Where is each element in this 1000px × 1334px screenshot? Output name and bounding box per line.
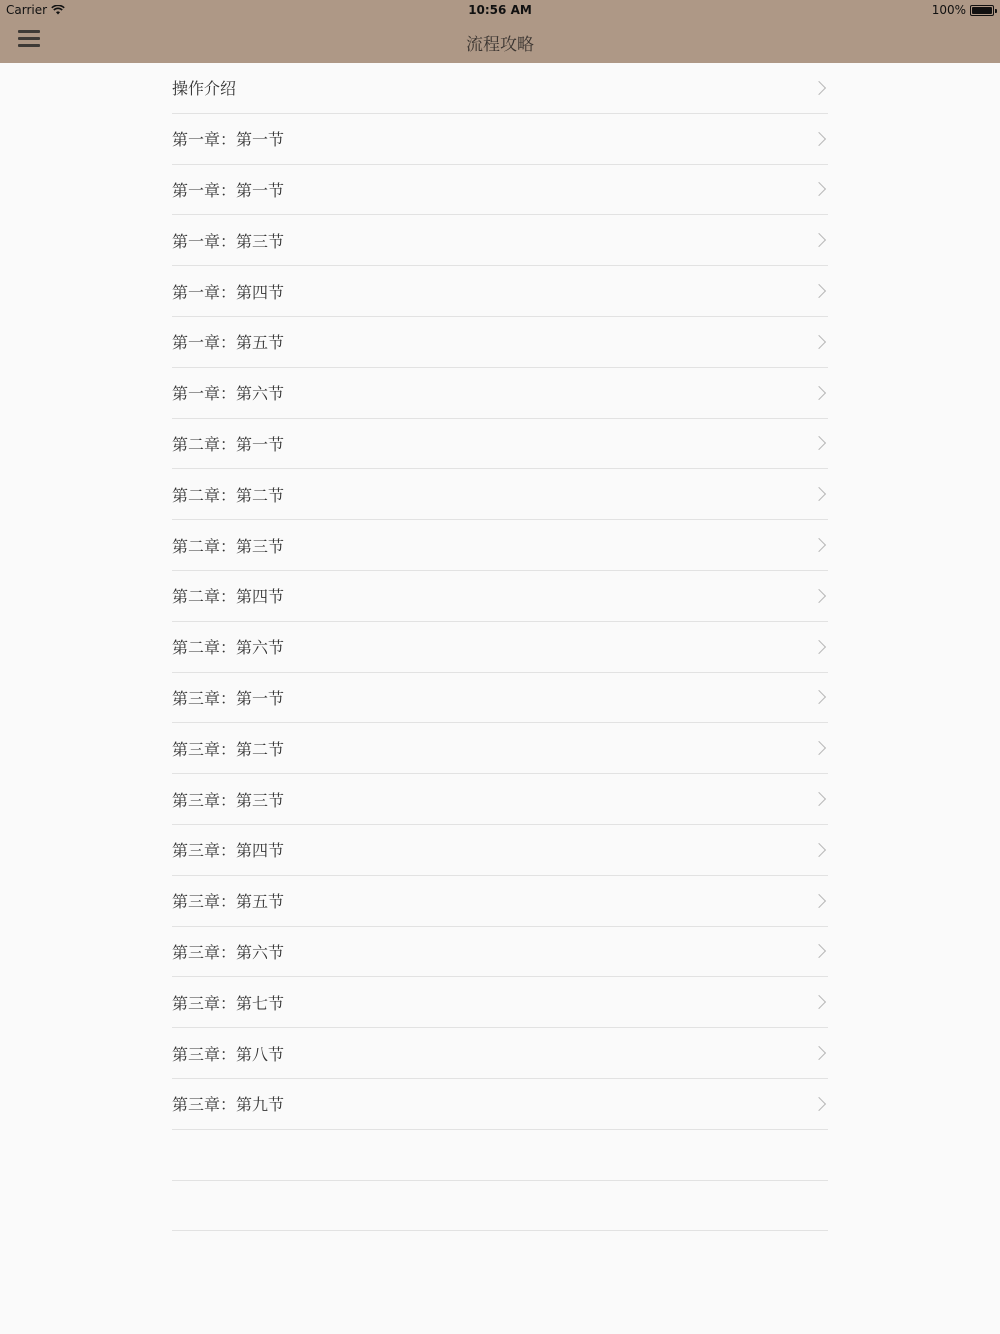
list-item[interactable] — [172, 977, 828, 1028]
chevron-right-icon — [812, 284, 826, 298]
list-item[interactable] — [172, 1079, 828, 1130]
battery-icon — [970, 5, 994, 16]
chevron-right-icon — [812, 894, 826, 908]
list-item-label: 第三章：第四节 — [172, 841, 285, 861]
chevron-right-icon — [812, 741, 826, 755]
chevron-right-icon — [812, 1097, 826, 1111]
list-item-label: 第二章：第一节 — [172, 434, 285, 454]
battery-fill — [972, 7, 992, 14]
list-item[interactable] — [172, 825, 828, 876]
list-item[interactable] — [172, 876, 828, 927]
chevron-right-icon — [812, 233, 826, 247]
chevron-right-icon — [812, 690, 826, 704]
list-item[interactable] — [172, 215, 828, 266]
list-item-label: 第二章：第三节 — [172, 536, 285, 556]
chevron-right-icon — [812, 1046, 826, 1060]
chevron-right-icon — [812, 335, 826, 349]
list-item-label: 第三章：第六节 — [172, 942, 285, 962]
list-item-label: 第三章：第七节 — [172, 993, 285, 1013]
chevron-right-icon — [812, 640, 826, 654]
list-item-label: 第二章：第六节 — [172, 638, 285, 658]
list-item[interactable] — [172, 114, 828, 165]
list-item-label: 第一章：第六节 — [172, 384, 285, 404]
page-title: 流程攻略 — [466, 35, 534, 55]
status-bar — [0, 0, 1000, 20]
chevron-right-icon — [812, 81, 826, 95]
chevron-right-icon — [812, 182, 826, 196]
list-item-label: 第三章：第五节 — [172, 892, 285, 912]
battery-indicator — [932, 3, 994, 17]
list-item[interactable] — [172, 368, 828, 419]
list-item-label: 操作介绍 — [172, 79, 237, 99]
list-item[interactable] — [172, 520, 828, 571]
chevron-right-icon — [812, 436, 826, 450]
empty-list-row — [172, 1130, 828, 1181]
list-item[interactable] — [172, 774, 828, 825]
chevron-right-icon — [812, 132, 826, 146]
list-item[interactable] — [172, 266, 828, 317]
list-item[interactable] — [172, 723, 828, 774]
list-item-label: 第三章：第九节 — [172, 1095, 285, 1115]
list-item-label: 第一章：第一节 — [172, 180, 285, 200]
list-item-label: 第三章：第二节 — [172, 739, 285, 759]
empty-list-row — [172, 1181, 828, 1232]
list-item[interactable] — [172, 571, 828, 622]
list-item-label: 第一章：第三节 — [172, 231, 285, 251]
chevron-right-icon — [812, 792, 826, 806]
chevron-right-icon — [812, 538, 826, 552]
list-item[interactable] — [172, 317, 828, 368]
list-item[interactable] — [172, 622, 828, 673]
chevron-right-icon — [812, 995, 826, 1009]
list-item[interactable] — [172, 673, 828, 724]
list-item[interactable] — [172, 419, 828, 470]
list-item[interactable] — [172, 1028, 828, 1079]
list-item[interactable] — [172, 469, 828, 520]
chevron-right-icon — [812, 944, 826, 958]
carrier-label: Carrier — [6, 3, 48, 17]
list-item-label: 第三章：第八节 — [172, 1044, 285, 1064]
clock: 10:56 AM — [468, 3, 532, 17]
list-item[interactable] — [172, 927, 828, 978]
list-item-label: 第一章：第一节 — [172, 130, 285, 150]
list-item-label: 第二章：第四节 — [172, 587, 285, 607]
list-item-label: 第一章：第五节 — [172, 333, 285, 353]
list-item-label: 第三章：第三节 — [172, 790, 285, 810]
chevron-right-icon — [812, 386, 826, 400]
chevron-right-icon — [812, 589, 826, 603]
list-item-label: 第三章：第一节 — [172, 688, 285, 708]
list-item-label: 第一章：第四节 — [172, 282, 285, 302]
chevron-right-icon — [812, 843, 826, 857]
list-item[interactable] — [172, 63, 828, 114]
list-item-label: 第二章：第二节 — [172, 485, 285, 505]
navigation-bar — [0, 0, 1000, 63]
chevron-right-icon — [812, 487, 826, 501]
list-item[interactable] — [172, 165, 828, 216]
battery-percentage: 100% — [931, 3, 966, 17]
chapter-list — [172, 63, 828, 1231]
